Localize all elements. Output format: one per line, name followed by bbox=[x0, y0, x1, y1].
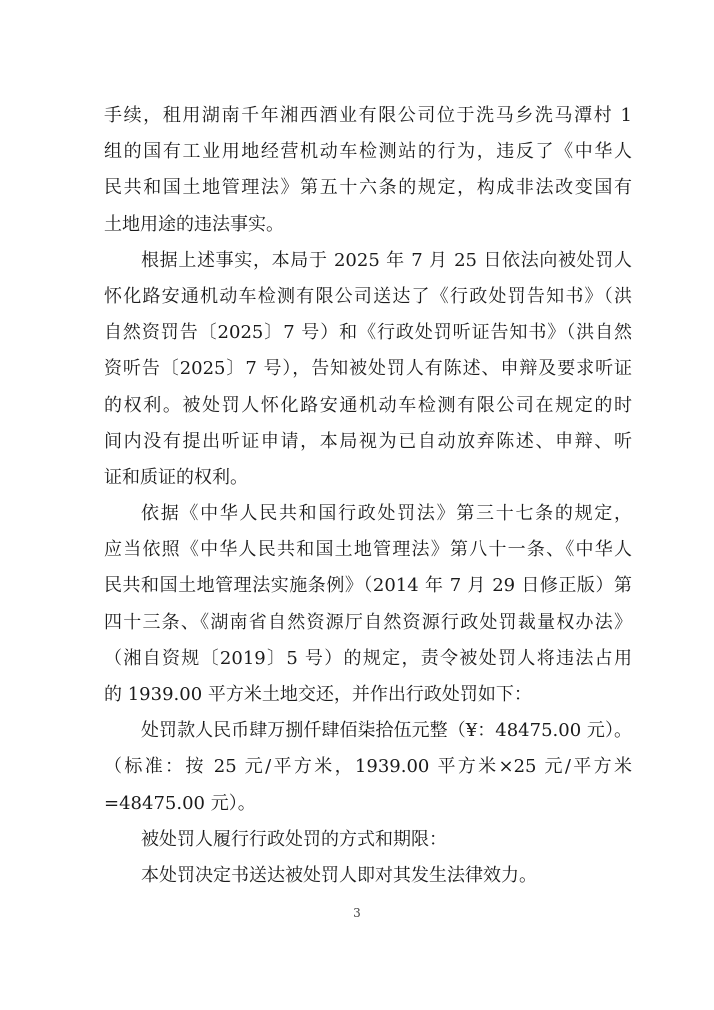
text-line: 民共和国土地管理法实施条例》（2014 年 7 月 29 日修正版）第 bbox=[104, 575, 632, 597]
text-line: 的 1939.00 平方米土地交还，并作出行政处罚如下： bbox=[104, 684, 532, 705]
text-line: 的权利。被处罚人怀化路安通机动车检测有限公司在规定的时 bbox=[104, 394, 632, 416]
text-line: 怀化路安通机动车检测有限公司送达了《行政处罚告知书》（洪 bbox=[104, 285, 632, 307]
paragraph-penalty bbox=[104, 713, 632, 822]
paragraph-facts-continued bbox=[104, 98, 632, 243]
text-line: 应当依照《中华人民共和国土地管理法》第八十一条、《中华人 bbox=[104, 539, 632, 561]
paragraph-notification bbox=[104, 243, 632, 496]
text-line: 四十三条、《湖南省自然资源厅自然资源行政处罚裁量权办法》 bbox=[104, 611, 632, 633]
text-line: （标准：按 25 元/平方米，1939.00 平方米×25 元/平方米 bbox=[104, 756, 632, 778]
body-text bbox=[104, 98, 632, 894]
text-line: 被处罚人履行行政处罚的方式和期限： bbox=[141, 828, 447, 850]
text-line: 自然资罚告〔2025〕7 号）和《行政处罚听证告知书》（洪自然 bbox=[104, 322, 632, 344]
text-line: =48475.00 元）。 bbox=[104, 792, 256, 814]
text-line: 土地用途的违法事实。 bbox=[104, 213, 284, 235]
paragraph-method bbox=[104, 822, 632, 858]
text-line: 手续，租用湖南千年湘西酒业有限公司位于洗马乡洗马潭村 1 bbox=[104, 105, 632, 126]
text-line: 本处罚决定书送达被处罚人即对其发生法律效力。 bbox=[141, 864, 537, 886]
page-number: 3 bbox=[353, 906, 361, 920]
text-line: 根据上述事实，本局于 2025 年 7 月 25 日依法向被处罚人 bbox=[141, 249, 632, 271]
text-line: 处罚款人民币肆万捌仟肆佰柒拾伍元整（¥：48475.00 元）。 bbox=[141, 720, 632, 742]
text-line: 民共和国土地管理法》第五十六条的规定，构成非法改变国有 bbox=[104, 177, 632, 199]
paragraph-effect bbox=[104, 858, 632, 894]
text-line: 组的国有工业用地经营机动车检测站的行为，违反了《中华人 bbox=[104, 141, 632, 163]
paragraph-legal-basis bbox=[104, 496, 632, 713]
text-line: 间内没有提出听证申请，本局视为已自动放弃陈述、申辩、听 bbox=[104, 430, 632, 452]
text-line: 依据《中华人民共和国行政处罚法》第三十七条的规定， bbox=[141, 503, 632, 525]
text-line: 证和质证的权利。 bbox=[104, 466, 248, 488]
text-line: 资听告〔2025〕7 号），告知被处罚人有陈述、申辩及要求听证 bbox=[104, 358, 632, 380]
text-line: （湘自资规〔2019〕5 号）的规定，责令被处罚人将违法占用 bbox=[104, 647, 632, 669]
